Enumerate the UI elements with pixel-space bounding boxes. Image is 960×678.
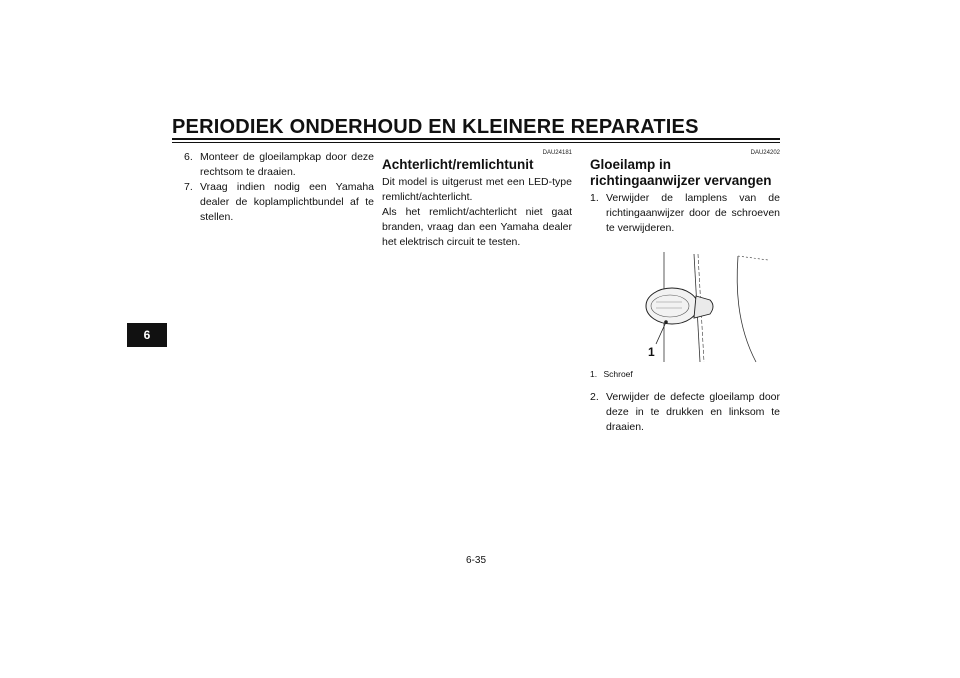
- step-item: [184, 150, 374, 180]
- figure-callout: 1: [648, 345, 655, 360]
- step-text: Verwijder de defecte gloeilamp door deze in te drukken en linksom te draaien.: [606, 391, 780, 433]
- header-rule-thin: [172, 142, 780, 143]
- section-code: DAU24181: [542, 150, 572, 156]
- middle-column: [382, 150, 572, 250]
- page-number: 6-35: [466, 555, 487, 566]
- caption-text: Schroef: [603, 369, 633, 380]
- paragraph: Als het remlicht/achterlicht niet gaat branden, vraag dan een Yamaha dealer het elektrisch circuit te testen.: [382, 206, 572, 248]
- step-number: 1.: [590, 192, 599, 205]
- chapter-tab: [127, 323, 167, 347]
- turn-signal-illustration: [590, 244, 780, 364]
- turn-signal-drawing: [590, 244, 780, 364]
- step-text: Verwijder de lamplens van de richtingaanwijzer door de schroeven te verwijderen.: [606, 192, 780, 235]
- step-item: [590, 191, 780, 236]
- step-number: 6.: [184, 151, 193, 163]
- step-item: [590, 390, 780, 435]
- figure-caption: [590, 368, 780, 380]
- header-rule: [172, 138, 780, 140]
- step-text: Vraag indien nodig een Yamaha dealer de koplamplichtbundel af te stellen.: [200, 180, 374, 223]
- caption-number: 1.: [590, 369, 598, 380]
- page-title: PERIODIEK ONDERHOUD EN KLEINERE REPARATIES: [172, 116, 699, 138]
- paragraph: Dit model is uitgerust met een LED-type remlicht/achterlicht.: [382, 176, 572, 204]
- left-column: [184, 150, 374, 225]
- step-number: 2.: [590, 391, 599, 404]
- section-code: DAU24202: [750, 150, 780, 156]
- step-item: [184, 180, 374, 225]
- step-number: 7.: [184, 180, 193, 193]
- section-title: Achterlicht/remlichtunit: [382, 157, 534, 172]
- section-title: Gloeilamp in richtingaanwijzer vervangen: [590, 157, 772, 189]
- chapter-tab-label: 6: [143, 328, 151, 342]
- step-text: Monteer de gloeilampkap door deze rechtsom te draaien.: [200, 151, 374, 178]
- right-column: [590, 150, 780, 435]
